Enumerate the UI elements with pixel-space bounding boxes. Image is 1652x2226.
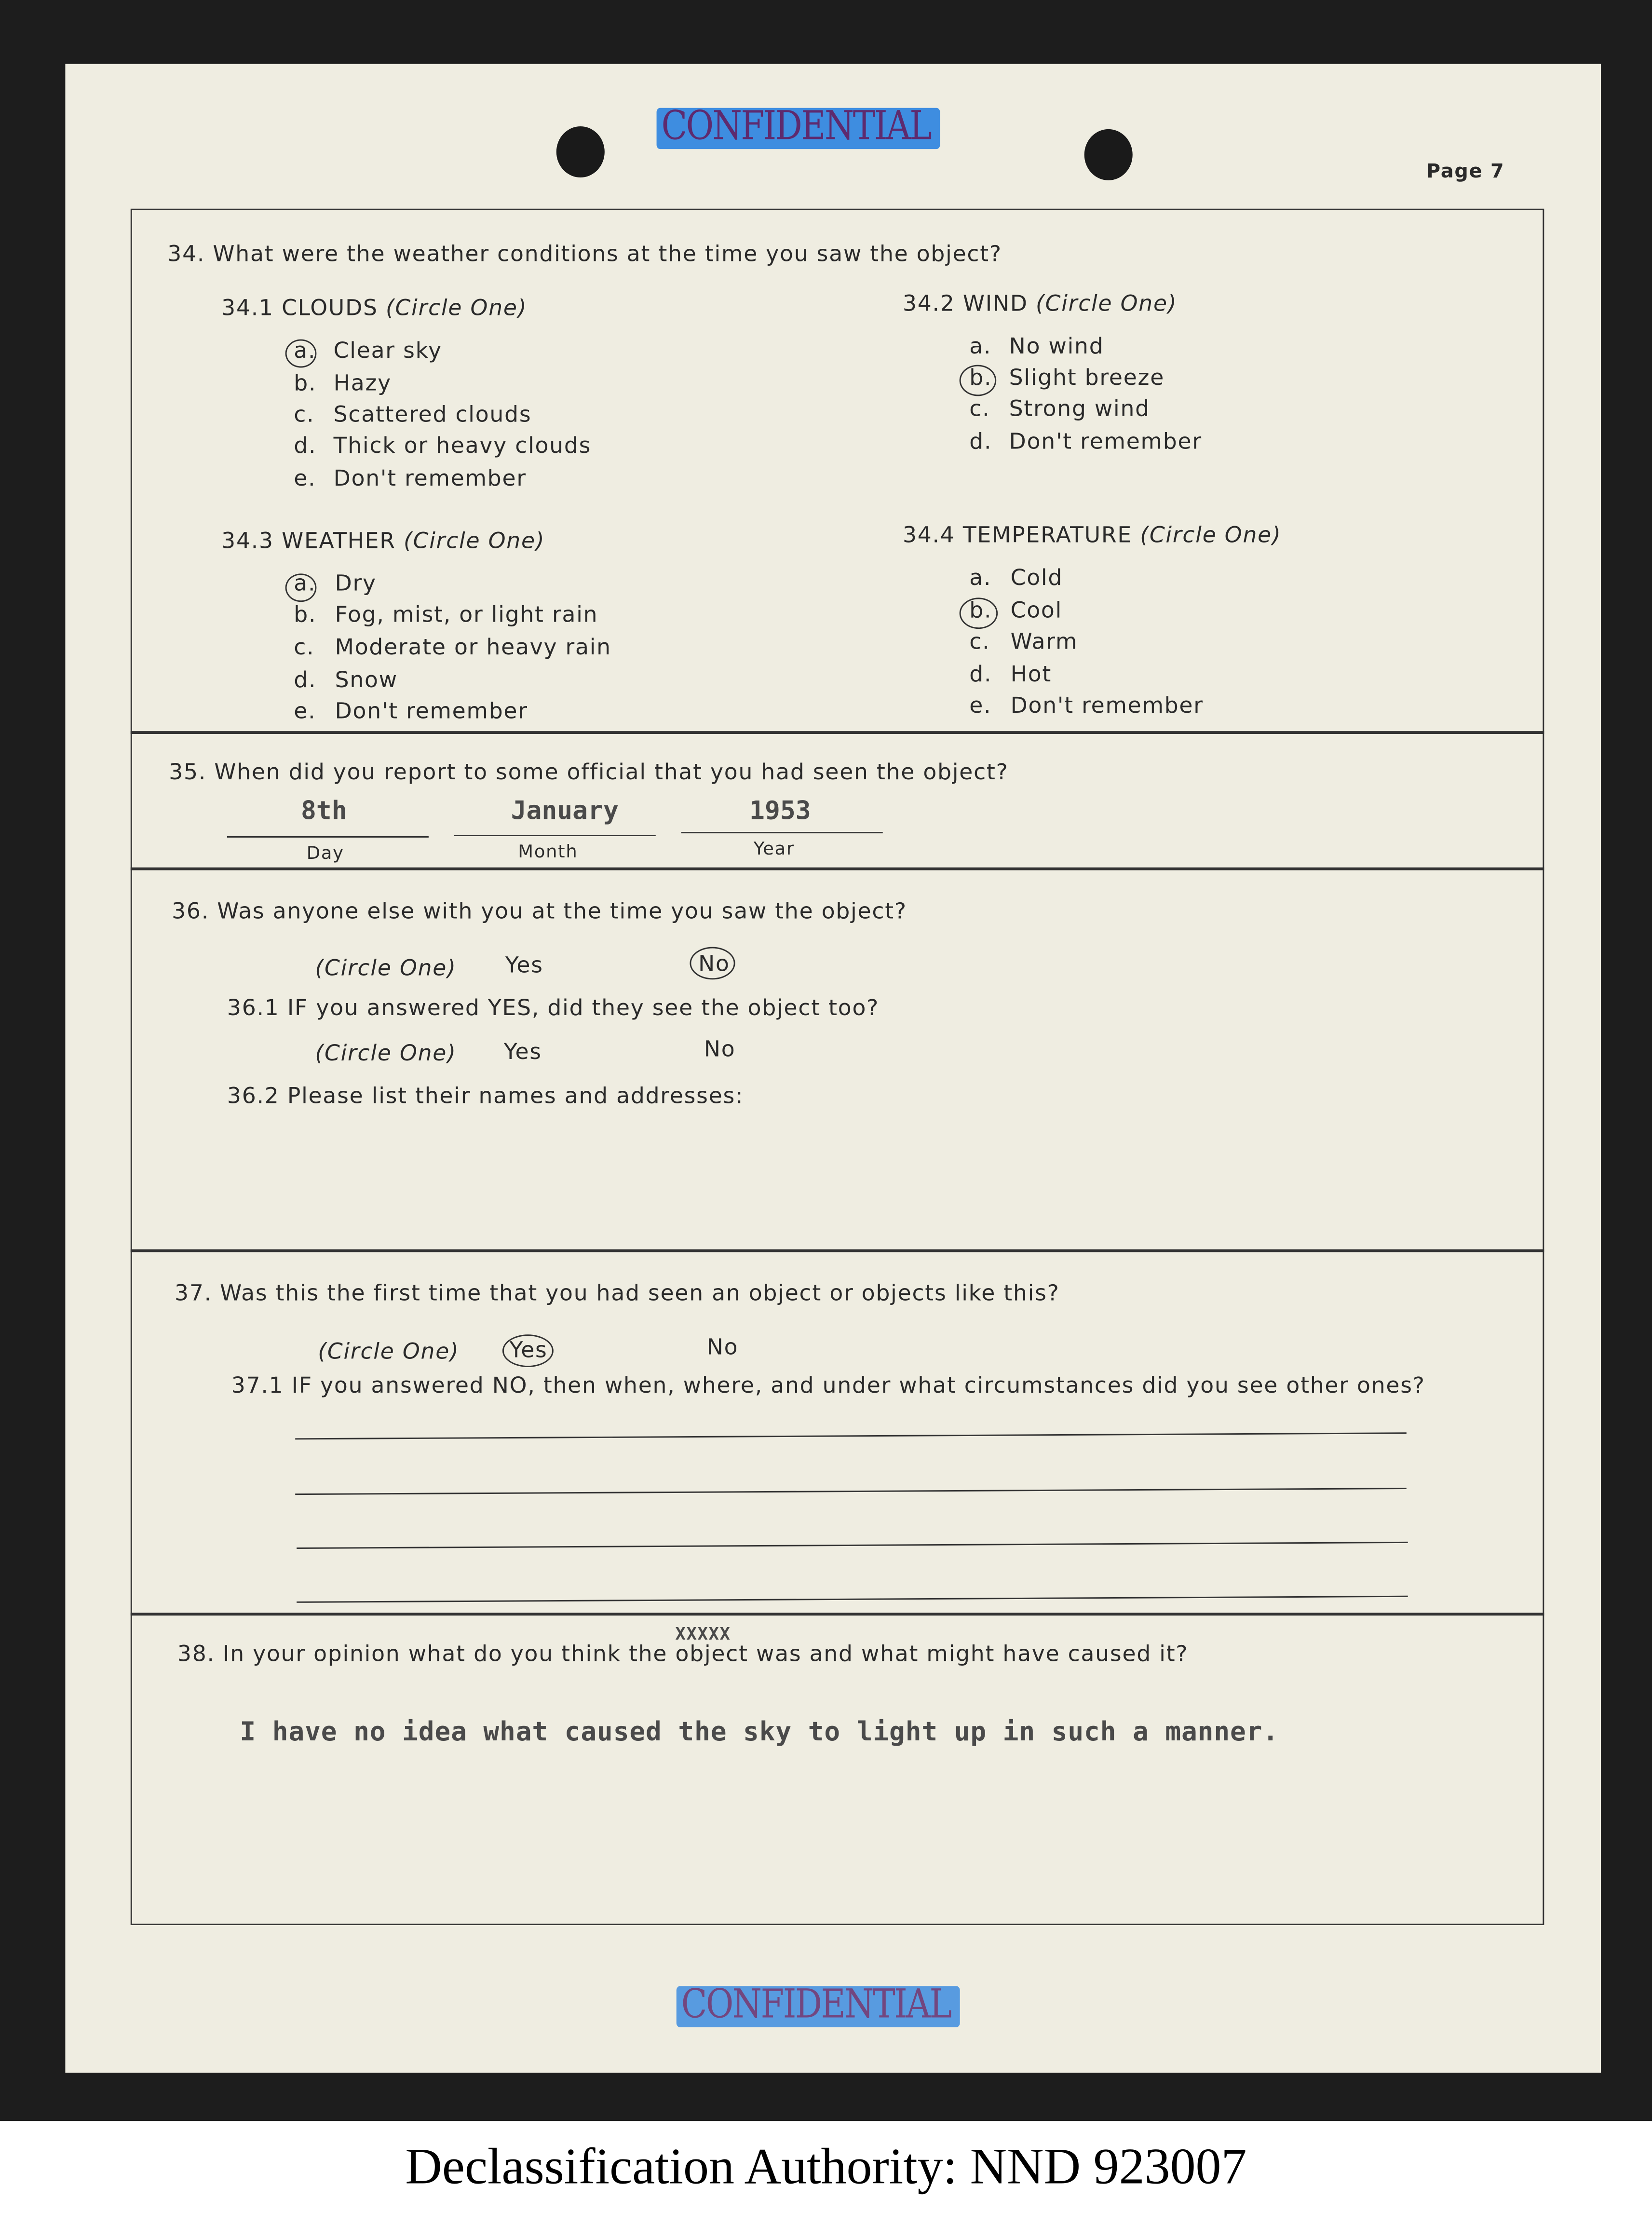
report-year: 1953 bbox=[749, 796, 811, 827]
option-letter: e. bbox=[294, 698, 316, 724]
q36-no: No bbox=[698, 951, 730, 977]
divider bbox=[131, 731, 1544, 733]
option-warm: Warm bbox=[1010, 629, 1078, 655]
option-cool: Cool bbox=[1010, 597, 1063, 624]
declassification-caption: Declassification Authority: NND 923007 bbox=[405, 2138, 1247, 2195]
weather-title: 34.3 WEATHER (Circle One) bbox=[221, 528, 545, 554]
option-slight-breeze: Slight breeze bbox=[1009, 365, 1165, 391]
selection-circle bbox=[285, 339, 317, 368]
circle-one-hint: (Circle One) bbox=[318, 1339, 460, 1365]
selection-circle bbox=[502, 1334, 554, 1367]
option-letter: a. bbox=[969, 333, 992, 359]
clouds-title: 34.1 CLOUDS (Circle One) bbox=[221, 295, 528, 321]
option-letter: e. bbox=[969, 692, 992, 719]
q36-1-question: 36.1 IF you answered YES, did they see the object too? bbox=[227, 995, 880, 1021]
q36-question: 36. Was anyone else with you at the time you saw the object? bbox=[172, 898, 907, 924]
option-letter: c. bbox=[294, 402, 315, 428]
option-letter: a. bbox=[294, 570, 316, 597]
option-letter: b. bbox=[969, 597, 992, 624]
q34-question: 34. What were the weather conditions at the time you saw the object? bbox=[167, 241, 1002, 267]
option-dry: Dry bbox=[335, 570, 377, 597]
option-letter: c. bbox=[294, 634, 315, 660]
page-number: Page 7 bbox=[1426, 160, 1505, 183]
divider bbox=[131, 868, 1544, 869]
option-scattered: Scattered clouds bbox=[333, 402, 532, 428]
option-letter: e. bbox=[294, 465, 316, 491]
punch-hole bbox=[556, 126, 605, 177]
day-line bbox=[227, 836, 429, 838]
year-line bbox=[681, 832, 883, 833]
option-letter: b. bbox=[969, 365, 992, 391]
temperature-title: 34.4 TEMPERATURE (Circle One) bbox=[902, 522, 1282, 548]
option-letter: a. bbox=[294, 338, 316, 364]
q36-yes: Yes bbox=[505, 952, 543, 978]
option-letter: d. bbox=[294, 667, 317, 693]
year-label: Year bbox=[753, 837, 795, 859]
option-letter: d. bbox=[294, 433, 317, 459]
selection-circle bbox=[960, 365, 997, 396]
option-dont-remember: Don't remember bbox=[1009, 429, 1202, 455]
option-letter: d. bbox=[969, 661, 992, 687]
circle-one-hint: (Circle One) bbox=[315, 955, 457, 981]
month-label: Month bbox=[518, 840, 578, 862]
option-hazy: Hazy bbox=[333, 370, 392, 396]
month-line bbox=[454, 835, 656, 836]
report-month: January bbox=[511, 796, 619, 827]
report-day: 8th bbox=[300, 796, 347, 827]
day-label: Day bbox=[306, 842, 344, 863]
option-rain: Moderate or heavy rain bbox=[335, 634, 611, 660]
selection-circle bbox=[690, 947, 735, 980]
option-thick: Thick or heavy clouds bbox=[333, 433, 592, 459]
q38-answer: I have no idea what caused the sky to light up in such a manner. bbox=[240, 1718, 1279, 1748]
option-letter: d. bbox=[969, 429, 992, 455]
option-snow: Snow bbox=[335, 667, 398, 693]
q37-yes: Yes bbox=[509, 1337, 548, 1363]
option-clear-sky: Clear sky bbox=[333, 338, 442, 364]
q37-no: No bbox=[706, 1334, 739, 1360]
option-letter: b. bbox=[294, 370, 317, 396]
selection-circle bbox=[960, 597, 998, 629]
option-fog: Fog, mist, or light rain bbox=[335, 602, 598, 628]
selection-circle bbox=[285, 573, 317, 602]
q37-question: 37. Was this the first time that you had seen an object or objects like this? bbox=[175, 1280, 1060, 1306]
wind-title: 34.2 WIND (Circle One) bbox=[902, 291, 1178, 317]
option-letter: b. bbox=[294, 602, 317, 628]
divider bbox=[131, 1613, 1544, 1615]
q35-question: 35. When did you report to some official that you had seen the object? bbox=[169, 759, 1009, 785]
option-dont-remember: Don't remember bbox=[333, 465, 527, 491]
option-dont-remember: Don't remember bbox=[1010, 692, 1204, 719]
q36-2-question: 36.2 Please list their names and addresses: bbox=[227, 1083, 744, 1109]
option-no-wind: No wind bbox=[1009, 333, 1104, 359]
strikeout-xs: XXXXX bbox=[675, 1624, 731, 1644]
punch-hole bbox=[1084, 129, 1133, 180]
circle-one-hint: (Circle One) bbox=[315, 1040, 457, 1066]
q38-question: 38. In your opinion what do you think the object XXXXX was and what might have caused it? bbox=[177, 1624, 1189, 1667]
option-strong-wind: Strong wind bbox=[1009, 396, 1150, 422]
option-letter: c. bbox=[969, 396, 990, 422]
option-cold: Cold bbox=[1010, 565, 1063, 591]
option-dont-remember: Don't remember bbox=[335, 698, 528, 724]
option-letter: c. bbox=[969, 629, 990, 655]
option-hot: Hot bbox=[1010, 661, 1052, 687]
q37-1-question: 37.1 IF you answered NO, then when, where, and under what circumstances did you see other ones? bbox=[231, 1372, 1425, 1398]
divider bbox=[131, 1249, 1544, 1251]
option-letter: a. bbox=[969, 565, 992, 591]
q36-1-yes: Yes bbox=[503, 1039, 542, 1065]
q36-1-no: No bbox=[704, 1036, 736, 1062]
